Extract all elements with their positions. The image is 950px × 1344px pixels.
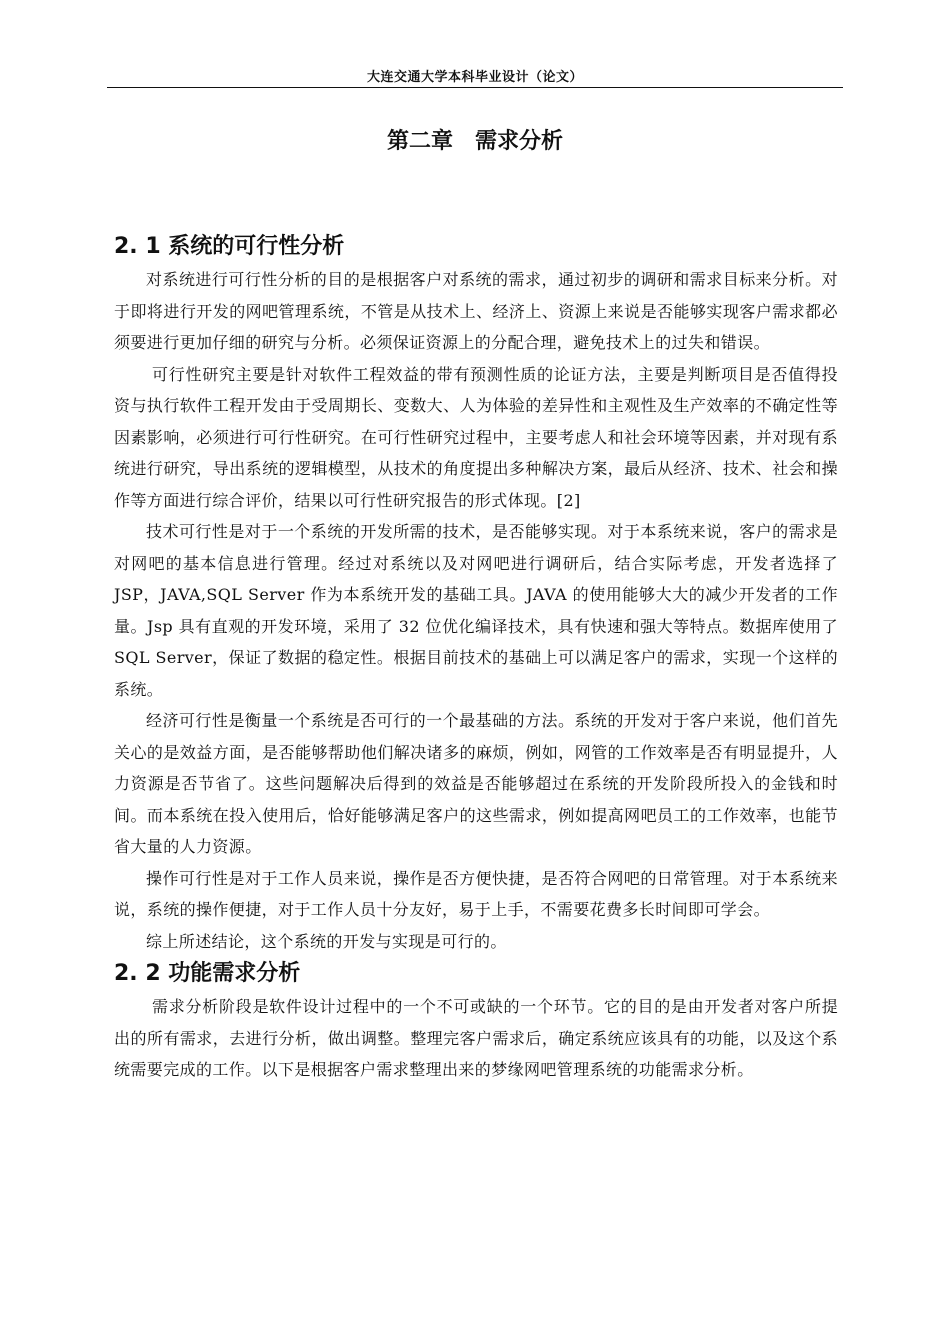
paragraph: 操作可行性是对于工作人员来说，操作是否方便快捷，是否符合网吧的日常管理。对于本系统来说，系统的操作便捷，对于工作人员十分友好，易于上手，不需要花费多长时间即可学会。: [114, 868, 838, 919]
section-feasibility: [114, 230, 838, 957]
section-functional-requirements: [114, 957, 838, 1086]
body-content: [114, 230, 838, 1086]
running-header: 大连交通大学本科毕业设计（论文）: [366, 70, 583, 85]
paragraph: 需求分析阶段是软件设计过程中的一个不可或缺的一个环节。它的目的是由开发者对客户所提出的所有需求，去进行分析，做出调整。整理完客户需求后，确定系统应该具有的功能，以及这个系统需要完成的工作。以下是根据客户需求整理出来的梦缘网吧管理系统的功能需求分析。: [114, 997, 838, 1079]
paragraph: 技术可行性是对于一个系统的开发所需的技术，是否能够实现。对于本系统来说，客户的需求是对网吧的基本信息进行管理。经过对系统以及对网吧进行调研后，结合实际考虑，开发者选择了 JSP，JAVA,SQL Server 作为本系统开发的基础工具。JAVA 的使用能够大大的减少开发者的工作量。Jsp 具有直观的开发环境，采用了 32 位优化编译技术，具有快速和强大等特点。数据库使用了 SQL Server，保证了数据的稳定性。根据目前技术的基础上可以满足客户的需求，实现一个这样的系统。: [114, 522, 838, 699]
paragraph: 经济可行性是衡量一个系统是否可行的一个最基础的方法。系统的开发对于客户来说，他们首先关心的是效益方面，是否能够帮助他们解决诸多的麻烦，例如，网管的工作效率是否有明显提升，人力资源是否节省了。这些问题解决后得到的效益是否能够超过在系统的开发阶段所投入的金钱和时间。而本系统在投入使用后，恰好能够满足客户的这些需求，例如提高网吧员工的工作效率，也能节省大量的人力资源。: [114, 711, 838, 856]
section-heading: 2. 1 系统的可行性分析: [114, 234, 345, 259]
paragraph: 对系统进行可行性分析的目的是根据客户对系统的需求，通过初步的调研和需求目标来分析。对于即将进行开发的网吧管理系统，不管是从技术上、经济上、资源上来说是否能够实现客户需求都必须要进行更加仔细的研究与分析。必须保证资源上的分配合理，避免技术上的过失和错误。: [114, 270, 838, 352]
paragraph: 可行性研究主要是针对软件工程效益的带有预测性质的论证方法，主要是判断项目是否值得投资与执行软件工程开发由于受周期长、变数大、人为体验的差异性和主观性及生产效率的不确定性等因素影响，必须进行可行性研究。在可行性研究过程中，主要考虑人和社会环境等因素，并对现有系统进行研究，导出系统的逻辑模型，从技术的角度提出多种解决方案，最后从经济、技术、社会和操作等方面进行综合评价，结果以可行性研究报告的形式体现。[2]: [114, 364, 838, 510]
section-heading: 2. 2 功能需求分析: [114, 961, 301, 986]
header-rule: [107, 87, 843, 88]
paragraph: 综上所述结论，这个系统的开发与实现是可行的。: [146, 931, 507, 951]
chapter-title: 第二章 需求分析: [386, 129, 563, 154]
